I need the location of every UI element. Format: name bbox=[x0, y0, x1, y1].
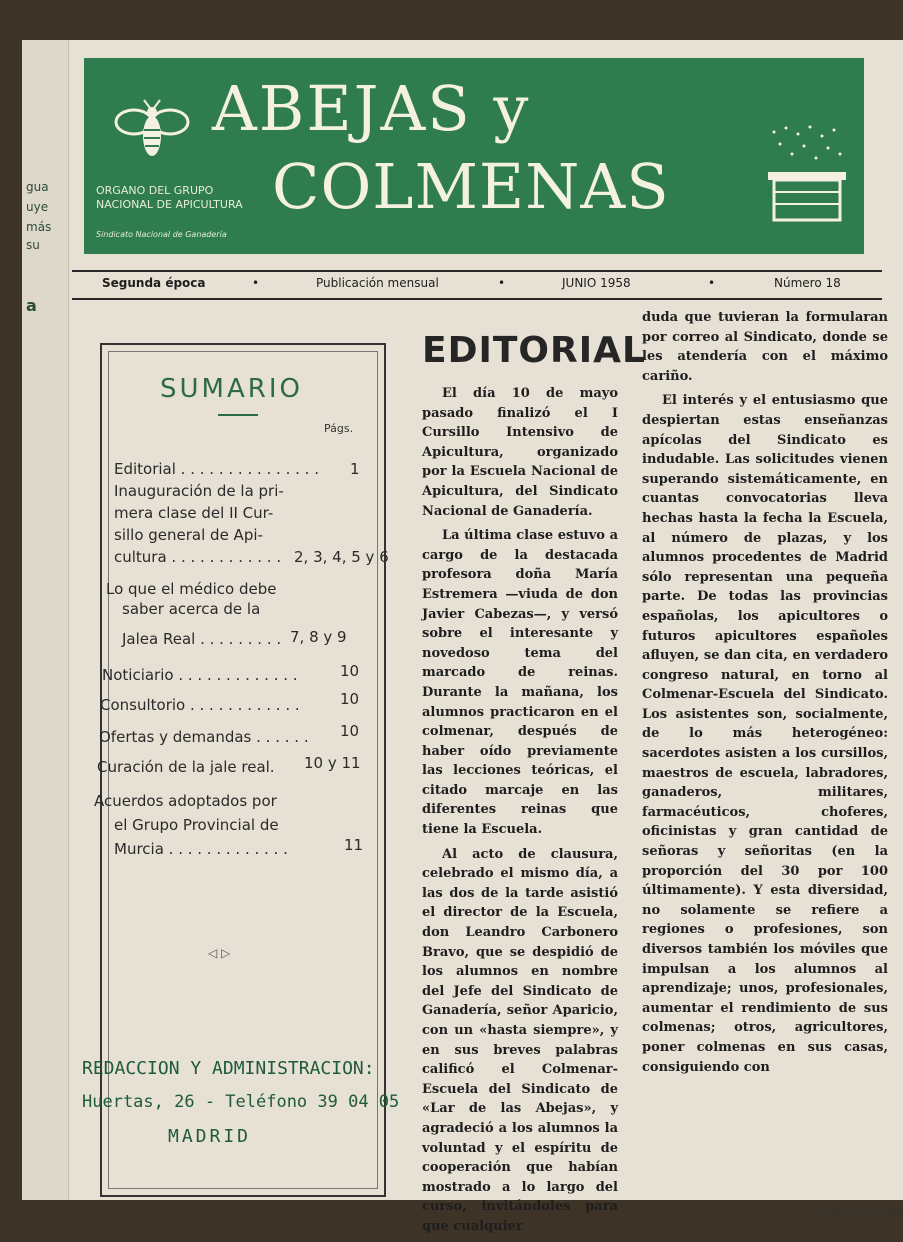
redaccion-address: Huertas, 26 - Teléfono 39 04 05 bbox=[82, 1092, 400, 1112]
strip-line: su bbox=[26, 238, 40, 252]
header-rule-top bbox=[72, 270, 882, 272]
editorial-paragraph: duda que tuvieran la formularan por correo al Sindicato, donde se les atendería con el máximo cariño. bbox=[642, 310, 888, 384]
editorial-paragraph: La última clase estuvo a cargo de la destacada profesora doña María Estremera —viuda de don Javier Cabezas—, y versó sobre el interesante y novedoso tema del marcado de reinas. Durante la mañana, los alumnos practicaron en el colmenar, después de haber oído previamente las lecciones teóricas, el citado marcaje en las diferentes reinas que tiene la Escuela. bbox=[422, 528, 618, 838]
continues-note: (Continúa en la pág. bbox=[810, 1208, 903, 1218]
infobar-separator: • bbox=[498, 276, 506, 290]
organo-line2: NACIONAL DE APICULTURA bbox=[96, 198, 243, 211]
organo-line1: ORGANO DEL GRUPO bbox=[96, 184, 214, 197]
issue-date: JUNIO 1958 bbox=[562, 276, 631, 290]
sumario-page: 10 bbox=[340, 690, 360, 708]
masthead-title-line1: ABEJAS y bbox=[212, 72, 531, 145]
editorial-column-2 bbox=[642, 308, 888, 1082]
sumario-entry: Inauguración de la pri- bbox=[114, 482, 284, 500]
epoca-label: Segunda época bbox=[102, 276, 206, 290]
sumario-entry: Ofertas y demandas . . . . . . bbox=[99, 728, 309, 746]
sindicato-label: Sindicato Nacional de Ganadería bbox=[96, 230, 227, 239]
sumario-entry: saber acerca de la bbox=[122, 600, 261, 618]
header-rule-bottom bbox=[72, 298, 882, 300]
sumario-page: 1 bbox=[350, 460, 360, 478]
sumario-entry: cultura . . . . . . . . . . . . bbox=[114, 548, 282, 566]
editorial-paragraph: El interés y el entusiasmo que despiertan estas enseñanzas apícolas del Sindicato es indudable. Las solicitudes vienen superando sistemáticamente, en cuantas convocatorias lleva hechas hasta la fecha la Escuela, al número de plazas, y los alumnos procedentes de Madrid sólo representan una pequeña parte. De todas las provincias españolas, los apicultores o futuros apicultores españoles afluyen, se dan cita, en verdadero congreso natural, en torno al Colmenar-Escuela del Sindicato. Los asistentes son, socialmente, de lo más heterogéneo: sacerdotes asisten a los cursillos, maestros de escuela, labradores, ganaderos, militares, farmacéuticos, choferes, oficinistas y gran cantidad de señoras y señoritas (en la proporción del 30 por 100 últimamente). Y esta diversidad, no solamente se refiere a regiones o profesiones, son diversos también los móviles que impulsan a los alumnos al aprendizaje; unos, profesionales, aumentar el rendimiento de sus colmenas; otros, agricultores, poner colmenas en sus casas, consiguiendo con bbox=[642, 393, 888, 1075]
editorial-paragraph: Al acto de clausura, celebrado el mismo día, a las dos de la tarde asistió el director de la Escuela, don Leandro Carbonero Bravo, que se despidió de los alumnos en nombre del Jefe del Sindicato de Ganadería, señor Aparicio, con un «hasta siempre», y en sus breves palabras calificó el Colmenar-Escuela del Sindicato de «Lar de las Abejas», y agradeció a los alumnos la voluntad y el espíritu de cooperación que habían mostrado a lo largo del curso, invitándoles para que cualquier bbox=[422, 846, 618, 1234]
infobar-separator: • bbox=[252, 276, 260, 290]
sumario-entry: mera clase del II Cur- bbox=[114, 504, 274, 522]
adjacent-page-strip bbox=[22, 40, 69, 1200]
sumario-page: 10 bbox=[340, 662, 360, 680]
magazine-page bbox=[22, 40, 903, 1234]
sumario-entry: Editorial . . . . . . . . . . . . . . . bbox=[114, 460, 319, 478]
sumario-entry: Noticiario . . . . . . . . . . . . . bbox=[102, 666, 298, 684]
sumario-entry: Acuerdos adoptados por bbox=[94, 792, 277, 810]
sumario-entry: Jalea Real . . . . . . . . . bbox=[122, 630, 282, 648]
editorial-column-1 bbox=[422, 384, 618, 1242]
sumario-entry: Curación de la jale real. bbox=[97, 758, 275, 776]
beehive-icon bbox=[764, 124, 850, 224]
sumario-page: 11 bbox=[344, 836, 364, 854]
sumario-entry: el Grupo Provincial de bbox=[114, 816, 279, 834]
strip-line: a bbox=[26, 296, 37, 315]
sumario-title: SUMARIO bbox=[160, 374, 303, 404]
strip-line: gua bbox=[26, 180, 49, 194]
sumario-page: 2, 3, 4, 5 y 6 bbox=[294, 548, 389, 566]
editorial-paragraph: El día 10 de mayo pasado finalizó el I Cursillo Intensivo de Apicultura, organizado por la Escuela Nacional de Apicultura, del Sindicato Nacional de Ganadería. bbox=[422, 386, 618, 519]
ornament-icon: ◁ ▷ bbox=[208, 946, 231, 960]
sumario-entry: Lo que el médico debe bbox=[106, 580, 277, 598]
masthead-banner bbox=[84, 58, 864, 254]
publicacion-label: Publicación mensual bbox=[316, 276, 439, 290]
issue-number: Número 18 bbox=[774, 276, 841, 290]
redaccion-heading: REDACCION Y ADMINISTRACION: bbox=[82, 1058, 375, 1079]
redaccion-city: MADRID bbox=[168, 1126, 252, 1147]
sumario-entry: sillo general de Api- bbox=[114, 526, 263, 544]
infobar-separator: • bbox=[708, 276, 716, 290]
sumario-page: 10 y 11 bbox=[304, 754, 361, 772]
pags-label: Págs. bbox=[324, 422, 354, 435]
bee-icon bbox=[114, 98, 190, 164]
sumario-divider bbox=[218, 414, 258, 416]
sumario-page: 7, 8 y 9 bbox=[290, 628, 347, 646]
strip-line: más bbox=[26, 220, 52, 234]
masthead-title-line2: COLMENAS bbox=[272, 150, 670, 223]
editorial-heading: EDITORIAL bbox=[422, 330, 646, 371]
sumario-entry: Consultorio . . . . . . . . . . . . bbox=[100, 696, 300, 714]
organo-label bbox=[96, 184, 243, 212]
sumario-entry: Murcia . . . . . . . . . . . . . bbox=[114, 840, 288, 858]
sumario-page: 10 bbox=[340, 722, 360, 740]
strip-line: uye bbox=[26, 200, 49, 214]
